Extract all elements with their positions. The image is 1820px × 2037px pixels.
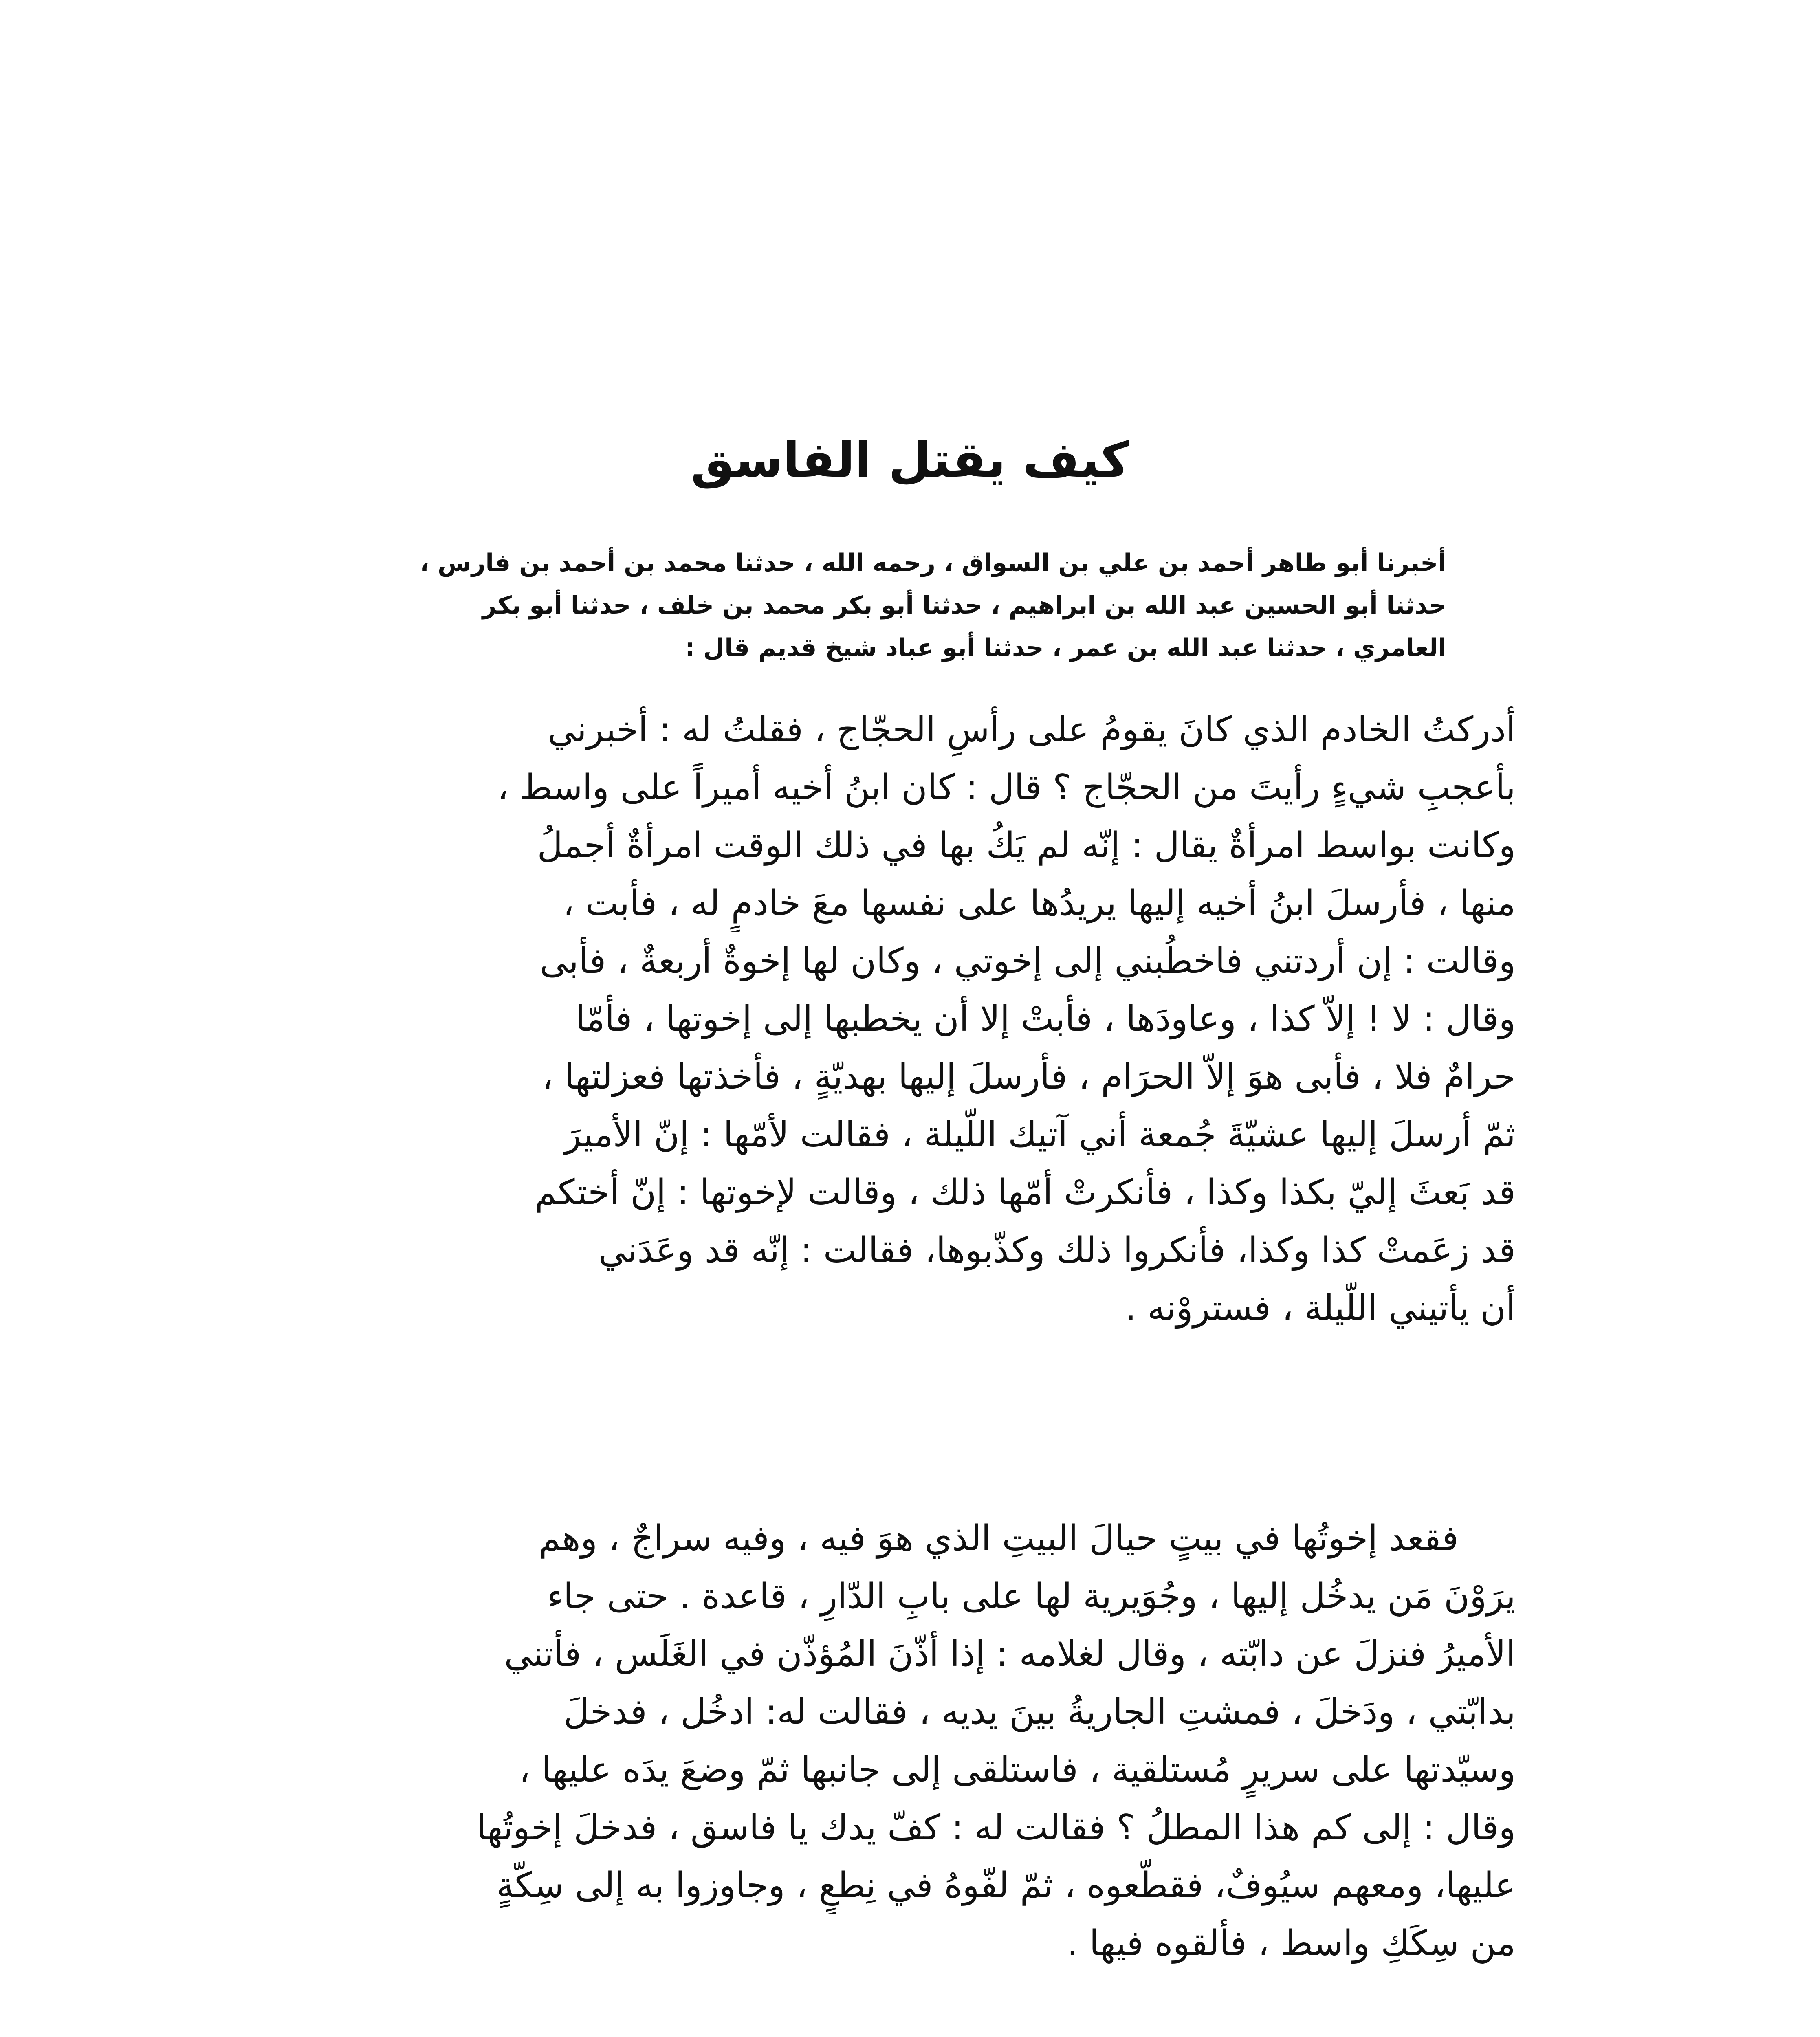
isnad-line: العامري ، حدثنا عبد الله بن عمر ، حدثنا أبو عباد شيخ قديم قال : [685,634,1446,662]
text-line: قد بَعثَ إليّ بكذا وكذا ، فأنكرتْ أمّها ذلك ، وقالت لإخوتها : إنّ أختكم [535,1172,1516,1213]
page-title: كيف يقتل الفاسق [691,432,1129,489]
text-line: من سِكَكِ واسط ، فألقوه فيها . [1067,1923,1516,1964]
paragraph-1 [310,701,1516,1337]
text-line: وسيّدتها على سريرٍ مُستلقية ، فاستلقى إلى جانبها ثمّ وضعَ يدَه عليها ، [519,1749,1516,1790]
isnad-line: أخبرنا أبو طاهر أحمد بن علي بن السواق ، رحمه الله ، حدثنا محمد بن أحمد بن فارس ، [420,549,1446,577]
isnad-chain [354,542,1446,669]
text-line: يرَوْنَ مَن يدخُل إليها ، وجُوَيرية لها على بابِ الدّارِ ، قاعدة . حتى جاء [547,1576,1516,1617]
text-line: قد زعَمتْ كذا وكذا، فأنكروا ذلك وكذّبوها، فقالت : إنّه قد وعَدَني [598,1230,1516,1271]
text-line: فقعد إخوتُها في بيتٍ حيالَ البيتِ الذي هوَ فيه ، وفيه سراجٌ ، وهم [538,1518,1459,1559]
text-line: أن يأتيني اللّيلة ، فستروْنه . [1125,1288,1516,1329]
text-line: حرامٌ فلا ، فأبى هوَ إلاّ الحرَام ، فأرسلَ إليها بهديّةٍ ، فأخذتها فعزلتها ، [542,1056,1516,1097]
isnad-line: حدثنا أبو الحسين عبد الله بن ابراهيم ، حدثنا أبو بكر محمد بن خلف ، حدثنا أبو بكر [482,591,1446,620]
text-line: بدابّتي ، ودَخلَ ، فمشتِ الجاريةُ بينَ يديه ، فقالت له: ادخُل ، فدخلَ [563,1692,1516,1732]
paragraph-2 [310,1509,1516,1972]
text-line: منها ، فأرسلَ ابنُ أخيه إليها يريدُها على نفسها معَ خادمٍ له ، فأبت ، [563,883,1516,924]
text-line: عليها، ومعهم سيُوفٌ، فقطّعوه ، ثمّ لفّوهُ في نِطعٍ ، وجاوزوا به إلى سِكّةٍ [496,1865,1516,1906]
text-line: بأعجبِ شيءٍ رأيتَ من الحجّاج ؟ قال : كان ابنُ أخيه أميراً على واسط ، [497,767,1516,808]
text-line: وقال : لا ! إلاّ كذا ، وعاودَها ، فأبتْ إلا أن يخطبها إلى إخوتها ، فأمّا [575,999,1516,1039]
text-line: ثمّ أرسلَ إليها عشيّةَ جُمعة أني آتيك اللّيلة ، فقالت لأمّها : إنّ الأميرَ [564,1114,1516,1155]
text-line: وكانت بواسط امرأةٌ يقال : إنّه لم يَكُ بها في ذلك الوقت امرأةٌ أجملُ [537,825,1516,866]
text-line: أدركتُ الخادم الذي كانَ يقومُ على رأسِ الحجّاج ، فقلتُ له : أخبرني [548,709,1516,750]
text-line: وقال : إلى كم هذا المطلُ ؟ فقالت له : كفّ يدك يا فاسق ، فدخلَ إخوتُها [476,1807,1516,1848]
text-line: وقالت : إن أردتني فاخطُبني إلى إخوتي ، وكان لها إخوةٌ أربعةٌ ، فأبى [539,941,1516,981]
text-line: الأميرُ فنزلَ عن دابّته ، وقال لغلامه : إذا أذّنَ المُؤذّن في الغَلَس ، فأتني [504,1634,1516,1674]
